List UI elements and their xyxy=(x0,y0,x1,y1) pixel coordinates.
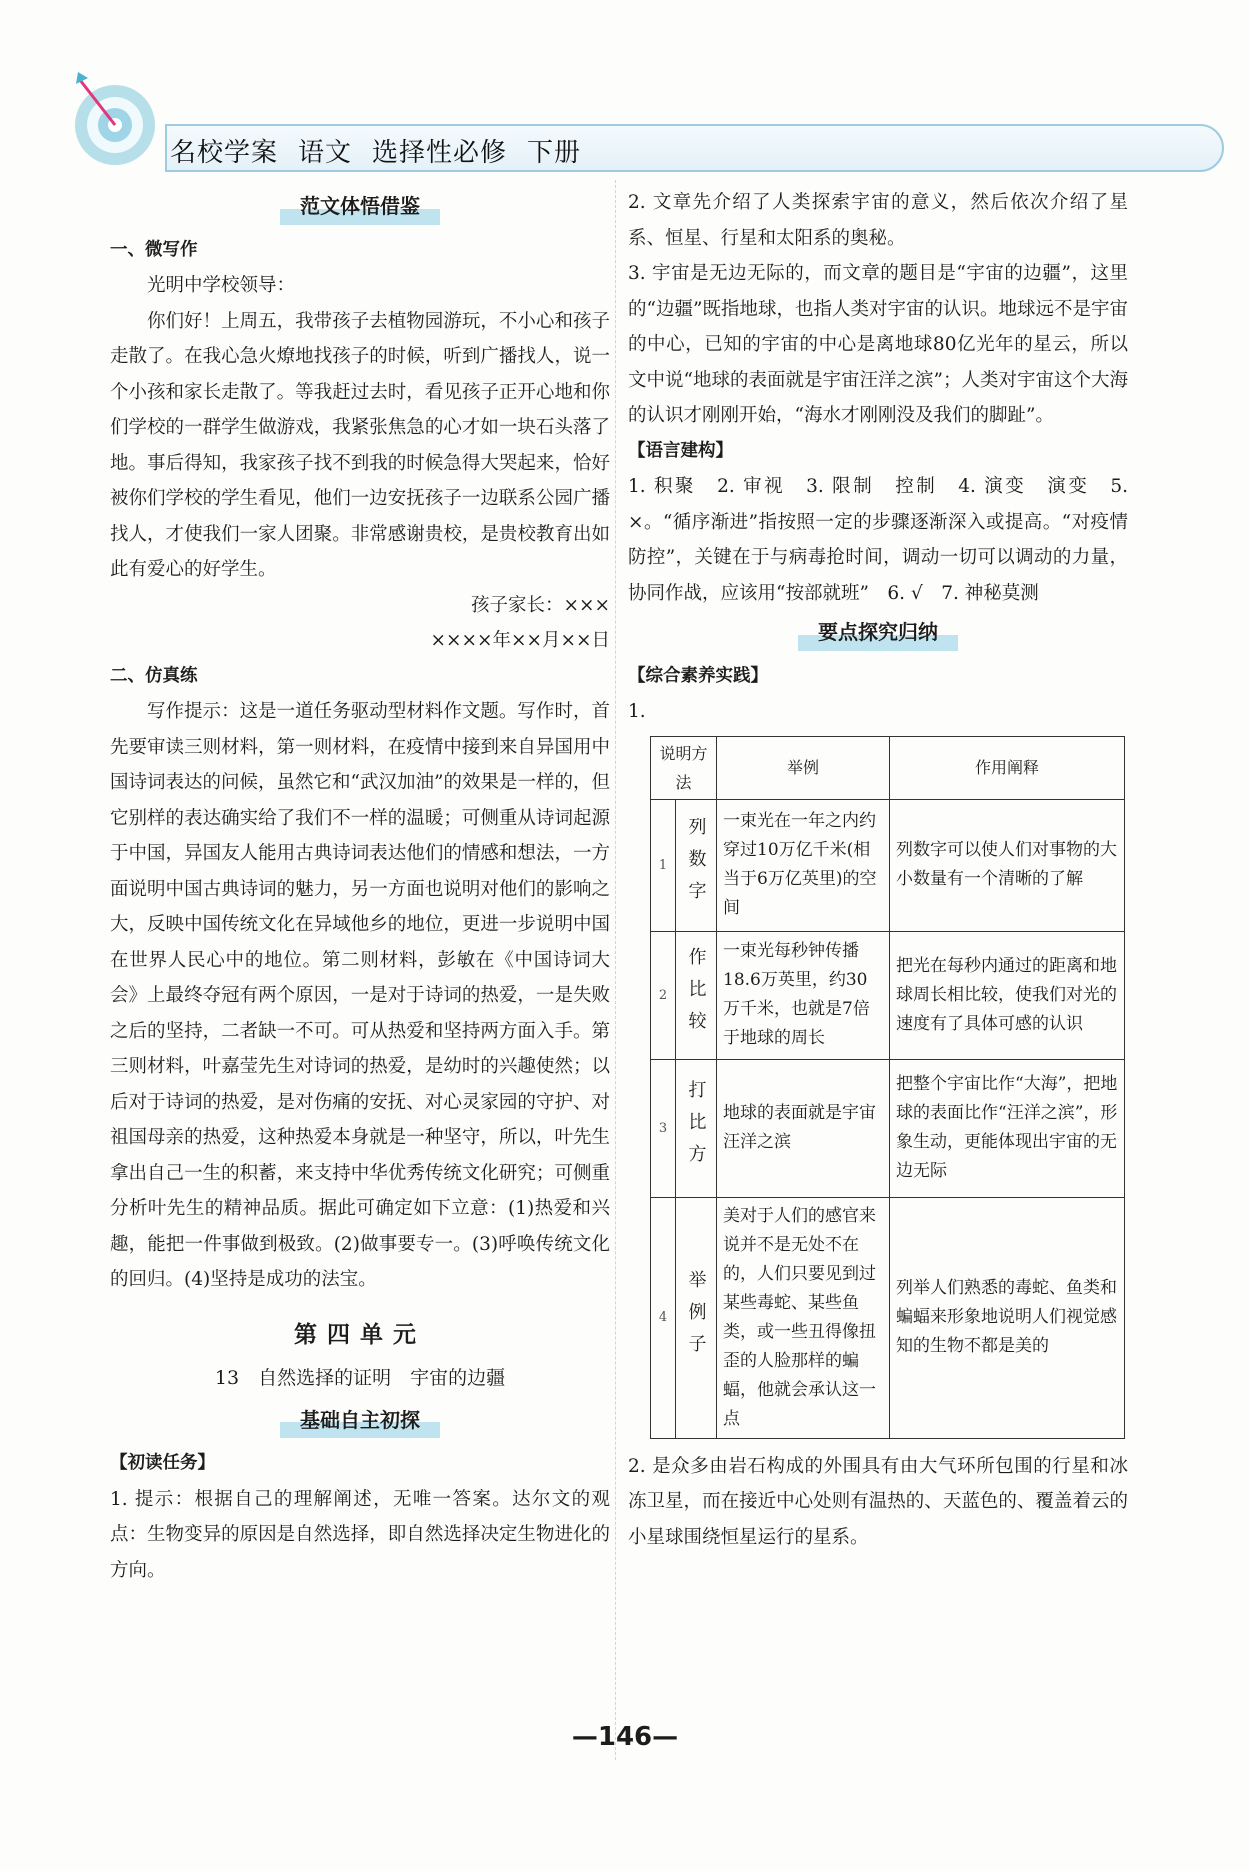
section-title: 基础自主初探 xyxy=(110,1403,610,1439)
writing-hint: 写作提示：这是一道任务驱动型材料作文题。写作时，首先要审读三则材料，第一则材料，在疫情中接到来自异国用中国诗词表达的问候，虽然它和“武汉加油”的效果是一样的，但它别样的表达确实给了我们不一样的温暖；可侧重从诗词起源于中国，异国友人能用古典诗词表达他们的情感和想法，一方面说明中国古典诗词的魅力，另一方面也说明对他们的影响之大，反映中国传统文化在异域他乡的地位，更进一步说明中国在世界人民心中的地位。第二则材料，彭敏在《中国诗词大会》上最终夺冠有两个原因，一是对于诗词的热爱，一是失败之后的坚持，二者缺一不可。可从热爱和坚持两方面入手。第三则材料，叶嘉莹先生对诗词的热爱，是幼时的兴趣使然；以后对于诗词的热爱，是对伤痛的安抚、对心灵家园的守护、对祖国母亲的热爱，这种热爱本身就是一种坚守，所以，叶先生拿出自己一生的积蓄，来支持中华优秀传统文化研究；可侧重分析叶先生的精神品质。据此可确定如下立意：(1)热爱和兴趣，能把一件事做到极致。(2)做事要专一。(3)呼唤传统文化的回归。(4)坚持是成功的法宝。 xyxy=(110,701,610,1290)
letter-salutation: 光明中学校领导： xyxy=(147,275,296,296)
column-divider xyxy=(615,180,617,1760)
row-index: 2 xyxy=(651,931,676,1059)
method-cell: 举例子 xyxy=(676,1197,717,1438)
volume-name: 下册 xyxy=(527,138,582,168)
example-cell: 一束光每秒钟传播18.6万英里，约30万千米，也就是7倍于地球的周长 xyxy=(717,931,890,1059)
task-label: 【初读任务】 xyxy=(110,1453,215,1473)
table-row xyxy=(651,799,1125,931)
function-cell: 把整个宇宙比作“大海”，把地球的表面比作“汪洋之滨”，形象生动，更能体现出宇宙的无边无际 xyxy=(890,1059,1125,1197)
row-index: 4 xyxy=(651,1197,676,1438)
table-header: 举例 xyxy=(717,736,890,799)
book-title xyxy=(170,132,601,169)
subject-name: 语文 xyxy=(298,138,353,168)
page-header xyxy=(70,70,1150,180)
function-cell: 把光在每秒内通过的距离和地球周长相比较，使我们对光的速度有了具体可感的认识 xyxy=(890,931,1125,1059)
answer-3: 3. 宇宙是无边无际的，而文章的题目是“宇宙的边疆”，这里的“边疆”既指地球，也指人类对宇宙的认识。地球远不是宇宙的中心，已知的宇宙的中心是离地球80亿光年的星云，所以文中说“地球的表面就是宇宙汪洋之滨”；人类对宇宙这个大海的认识才刚刚开始，“海水才刚刚没及我们的脚趾”。 xyxy=(628,263,1128,426)
example-cell: 美对于人们的感官来说并不是无处不在的，人们只要见到过某些毒蛇、某些鱼类，或一些丑得像扭歪的人脸那样的蝙蝠，他就会承认这一点 xyxy=(717,1197,890,1438)
lesson-title: 13 自然选择的证明 宇宙的边疆 xyxy=(214,1367,506,1389)
table-header: 作用阐释 xyxy=(890,736,1125,799)
page-number: —146— xyxy=(571,1722,679,1752)
method-cell: 作比较 xyxy=(676,931,717,1059)
row-index: 1 xyxy=(651,799,676,931)
table-row xyxy=(651,1197,1125,1438)
method-cell: 打比方 xyxy=(676,1059,717,1197)
practice-label: 【综合素养实践】 xyxy=(628,665,768,686)
letter-date: ××××年××月××日 xyxy=(430,630,610,651)
answer-2: 2. 文章先介绍了人类探索宇宙的意义，然后依次介绍了星系、恒星、行星和太阳系的奥秘。 xyxy=(628,192,1128,249)
section-title: 要点探究归纳 xyxy=(628,615,1128,651)
method-cell: 列数字 xyxy=(676,799,717,931)
section-title: 范文体悟借鉴 xyxy=(110,189,610,225)
row-index: 3 xyxy=(651,1059,676,1197)
table-row xyxy=(651,1059,1125,1197)
practice-heading: 二、仿真练 xyxy=(110,665,198,686)
course-name: 选择性必修 xyxy=(372,138,508,168)
letter-signer: 孩子家长：××× xyxy=(470,594,610,616)
table-header: 说明方法 xyxy=(651,736,717,799)
function-cell: 列数字可以使人们对事物的大小数量有一个清晰的了解 xyxy=(890,799,1125,931)
unit-title: 第四单元 xyxy=(294,1321,426,1348)
left-column xyxy=(110,185,610,1588)
table-row xyxy=(651,931,1125,1059)
target-arrow-logo xyxy=(70,70,170,170)
letter-body: 你们好！上周五，我带孩子去植物园游玩，不小心和孩子走散了。在我心急火燎地找孩子的时候，听到广播找人，说一个小孩和家长走散了。等我赶过去时，看见孩子正开心地和你们学校的一群学生做游戏，我紧张焦急的心才如一块石头落了地。事后得知，我家孩子找不到我的时候急得大哭起来，恰好被你们学校的学生看见，他们一边安抚孩子一边联系公园广播找人，才使我们一家人团聚。非常感谢贵校，是贵校教育出如此有爱心的好学生。 xyxy=(110,310,610,580)
explanation-methods-table xyxy=(650,736,1125,1439)
example-cell: 地球的表面就是宇宙汪洋之滨 xyxy=(717,1059,890,1197)
answer-q2: 2. 是众多由岩石构成的外围具有由大气环所包围的行星和冰冻卫星，而在接近中心处则有温热的、天蓝色的、覆盖着云的小星球围绕恒星运行的星系。 xyxy=(628,1455,1128,1548)
example-cell: 一束光在一年之内约穿过10万亿千米(相当于6万亿英里)的空间 xyxy=(717,799,890,931)
language-label: 【语言建构】 xyxy=(628,440,733,461)
series-name: 名校学案 xyxy=(170,138,279,168)
table-header-row xyxy=(651,736,1125,799)
task-answer-1: 1. 提示：根据自己的理解阐述，无唯一答案。达尔文的观点：生物变异的原因是自然选择，即自然选择决定生物进化的方向。 xyxy=(110,1488,610,1581)
question-1-number: 1. xyxy=(628,701,646,722)
micro-writing-heading: 一、微写作 xyxy=(110,239,198,260)
function-cell: 列举人们熟悉的毒蛇、鱼类和蝙蝠来形象地说明人们视觉感知的生物不都是美的 xyxy=(890,1197,1125,1438)
language-answers: 1. 积聚 2. 审视 3. 限制 控制 4. 演变 演变 5. ×。“循序渐进”指按照一定的步骤逐渐深入或提高。“对疫情防控”，关键在于与病毒抢时间，调动一切可以调动的力量，协同作战，应该用“按部就班” 6. √ 7. 神秘莫测 xyxy=(628,476,1128,604)
right-column xyxy=(628,185,1128,1555)
